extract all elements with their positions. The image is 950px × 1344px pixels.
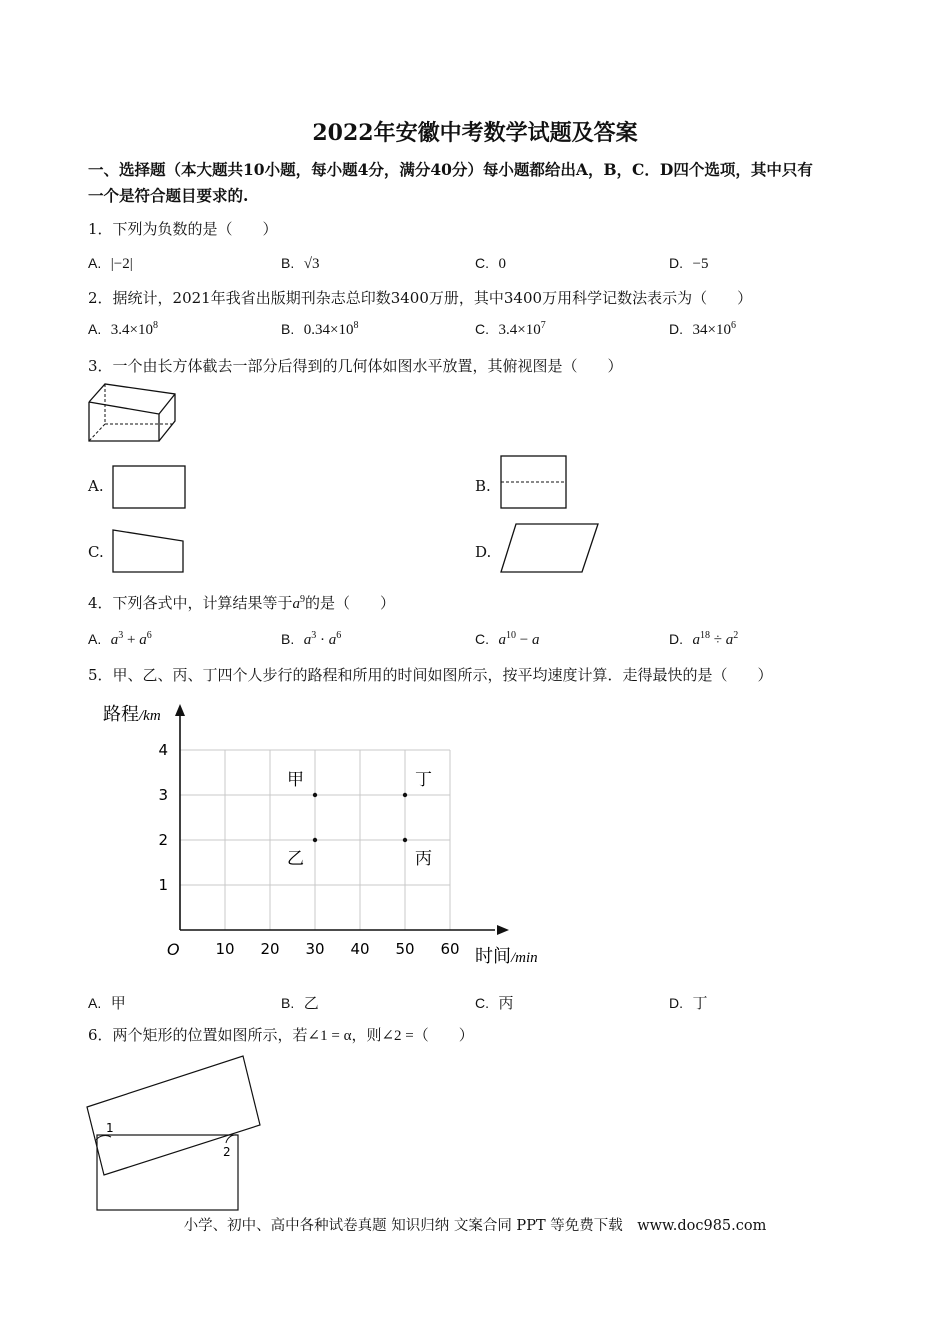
data-point-4: [403, 838, 407, 842]
data-point-1: [313, 793, 317, 797]
x-tick-label: 30: [305, 940, 325, 958]
question-2-stem: 2．据统计，2021年我省出版期刊杂志总印数3400万册，其中3400万用科学记数法表示为（ ）: [88, 289, 753, 307]
q3-option-a-label[interactable]: A.: [88, 477, 104, 495]
q2-option-d[interactable]: D. $34\times 10^6$: [669, 320, 737, 338]
point-label: 丙: [415, 849, 432, 869]
question-1-stem: 1．下列为负数的是（ ）: [88, 220, 278, 238]
origin-label: O: [167, 940, 180, 959]
page-title: 2022年安徽中考数学试题及答案: [312, 120, 638, 146]
section-heading-line2: 一个是符合题目要求的.: [88, 186, 249, 205]
y-tick-label: 2: [158, 831, 168, 849]
q4-option-c[interactable]: C. $a^{10} - a$: [475, 630, 540, 648]
x-tick-label: 40: [350, 940, 370, 958]
q4-option-d[interactable]: D. $a^{18} \div a^2$: [669, 630, 739, 648]
y-tick-label: 1: [158, 876, 168, 894]
section-heading-line1: 一、选择题（本大题共10小题，每小题4分，满分40分）每小题都给出A，B，C．D四个选项，其中只有: [88, 160, 813, 179]
q1-option-a[interactable]: A. |−2|: [88, 255, 133, 272]
q2-option-c[interactable]: C. $3.4\times 10^7$: [475, 320, 546, 338]
angle-1-label: 1: [106, 1121, 114, 1135]
y-tick-label: 3: [158, 786, 168, 804]
q4-option-a[interactable]: A. $a^3 + a^6$: [88, 630, 152, 648]
x-tick-label: 20: [260, 940, 280, 958]
q1-option-d[interactable]: D. −5: [669, 255, 709, 272]
q5-option-d[interactable]: D. 丁: [669, 994, 708, 1012]
q1-option-d-value: −5: [692, 256, 709, 272]
q1-option-b-value: √3: [303, 256, 320, 272]
q1-option-b[interactable]: B. √3: [281, 255, 320, 272]
angle-1-arc: [96, 1136, 111, 1140]
q3-option-c-figure[interactable]: [110, 527, 186, 575]
question-3-stem: 3．一个由长方体截去一部分后得到的几何体如图水平放置，其俯视图是（ ）: [88, 357, 623, 375]
q3-option-b-label[interactable]: B.: [475, 477, 491, 495]
q2-option-a[interactable]: A. $3.4\times 10^8$: [88, 320, 158, 338]
distance-time-chart: [95, 698, 565, 973]
q4-option-b[interactable]: B. $a^3 \cdot a^6$: [281, 630, 342, 648]
q5-option-b[interactable]: B. 乙: [281, 994, 319, 1012]
lower-rectangle: [97, 1135, 238, 1210]
angle-2-arc: [226, 1135, 237, 1143]
point-label: 丁: [415, 770, 432, 790]
question-5-stem: 5．甲、乙、丙、丁四个人步行的路程和所用的时间如图所示，按平均速度计算．走得最快的是（ ）: [88, 666, 773, 684]
q2-option-b[interactable]: B. $0.34\times 10^8$: [281, 320, 359, 338]
section-heading: [88, 157, 868, 209]
q5-option-a[interactable]: A. 甲: [88, 994, 126, 1012]
footer-text: 小学、初中、高中各种试卷真题 知识归纳 文案合同 PPT 等免费下载 www.doc985.com: [183, 1218, 767, 1234]
y-tick-label: 4: [158, 741, 168, 759]
data-point-2: [313, 838, 317, 842]
angle-2-label: 2: [223, 1145, 231, 1159]
q3-option-a-figure[interactable]: [110, 464, 188, 510]
q3-option-b-figure[interactable]: [499, 454, 569, 510]
x-axis-label: 时间/min: [475, 946, 538, 967]
q3-option-d-figure[interactable]: [499, 521, 601, 575]
q3-option-c-label[interactable]: C.: [88, 543, 104, 561]
question-6-stem: 6．两个矩形的位置如图所示，若∠1 = α，则∠2 =（ ）: [88, 1026, 474, 1044]
point-label: 甲: [287, 770, 304, 790]
question-4-stem: 4．下列各式中，计算结果等于$a^9$的是（ ）: [88, 594, 396, 612]
x-tick-label: 10: [215, 940, 235, 958]
q1-option-a-value: |−2|: [110, 256, 133, 272]
q6-rectangles-figure: [80, 1050, 270, 1215]
q3-option-d-label[interactable]: D.: [475, 543, 492, 561]
tilted-rectangle: [87, 1056, 260, 1175]
x-tick-label: 60: [440, 940, 460, 958]
point-label: 乙: [287, 849, 304, 869]
x-axis-arrow: [497, 925, 509, 935]
data-point-3: [403, 793, 407, 797]
y-axis-label: 路程/km: [103, 704, 161, 725]
q1-option-c-value: 0: [498, 256, 507, 272]
q5-option-c[interactable]: C. 丙: [475, 994, 514, 1012]
q3-solid-figure: [86, 380, 178, 444]
x-tick-label: 50: [395, 940, 415, 958]
q1-option-c[interactable]: C. 0: [475, 255, 507, 272]
y-axis-arrow: [175, 704, 185, 716]
